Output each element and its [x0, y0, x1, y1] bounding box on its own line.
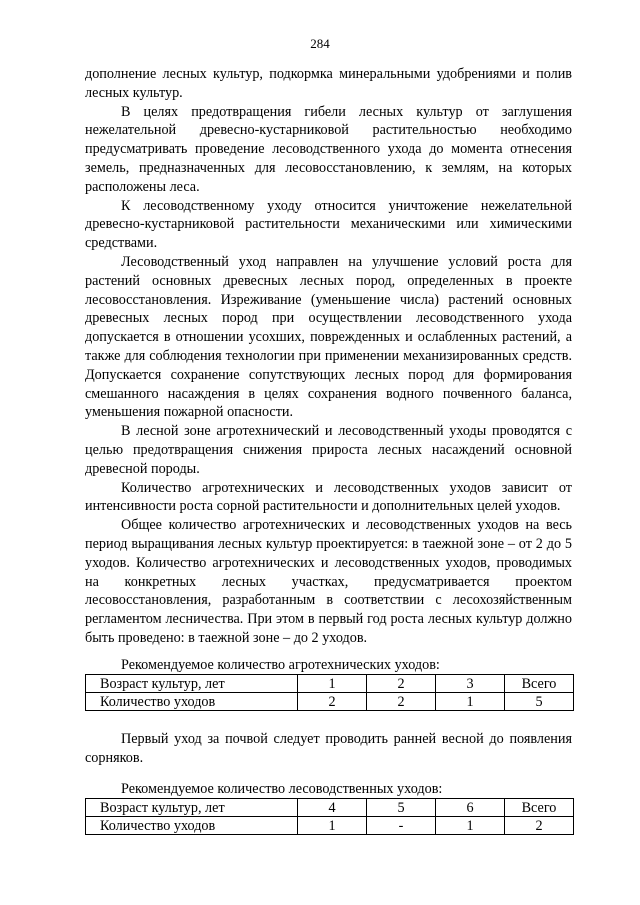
table-cell: Количество уходов	[86, 817, 298, 835]
table-row	[86, 817, 574, 835]
paragraph: К лесоводственному уходу относится уничтожение нежелательной древесно-кустарниковой растительности механическими или химическими средствами.	[85, 197, 572, 252]
table-cell: 2	[367, 693, 436, 711]
table-cell: Всего	[505, 675, 574, 693]
paragraph: дополнение лесных культур, подкормка минеральными удобрениями и полив лесных культур.	[85, 66, 572, 101]
silvicultural-care-table	[85, 798, 574, 835]
table-cell: 4	[298, 799, 367, 817]
paragraph: В целях предотвращения гибели лесных культур от заглушения нежелательной древесно-кустарниковой растительностью необходимо предусматривать проведение лесоводственного ухода до момента отнесения земель, предназначенных для лесовосстановлению, к землям, на которых расположены леса.	[85, 103, 572, 195]
table-cell: 1	[298, 675, 367, 693]
table-cell: 2	[367, 675, 436, 693]
table-cell: Количество уходов	[86, 693, 298, 711]
table2-caption: Рекомендуемое количество лесоводственных уходов:	[121, 781, 443, 797]
table-cell: Всего	[505, 799, 574, 817]
table1-caption: Рекомендуемое количество агротехнических уходов:	[121, 657, 440, 673]
table-cell: 3	[436, 675, 505, 693]
table-cell: 2	[298, 693, 367, 711]
paragraph: Количество агротехнических и лесоводственных уходов зависит от интенсивности роста сорной растительности и дополнительных целей уходов.	[85, 479, 572, 515]
paragraph: Первый уход за почвой следует проводить ранней весной до появления сорняков.	[85, 731, 572, 766]
table-cell: -	[367, 817, 436, 835]
table-cell: 6	[436, 799, 505, 817]
paragraph: Общее количество агротехнических и лесоводственных уходов на весь период выращивания лесных культур проектируется: в таежной зоне – от 2 до 5 уходов. Количество агротехнических и лесоводственных уходов, проводимых на конкретных лесных участках, предусматривается проектом лесовосстановления, разработанным в соответствии с лесохозяйственным регламентом лесничества. При этом в первый год роста лесных культур должно быть проведено: в таежной зоне – до 2 уходов.	[85, 517, 572, 646]
agrotech-care-table	[85, 674, 574, 711]
table-cell: 1	[298, 817, 367, 835]
table-cell: 1	[436, 693, 505, 711]
table-cell: 5	[505, 693, 574, 711]
table-cell: 2	[505, 817, 574, 835]
page-number: 284	[310, 36, 330, 51]
paragraph: Лесоводственный уход направлен на улучшение условий роста для растений основных древесных лесных пород, определенных в проекте лесовосстановления. Изреживание (уменьшение числа) растений основных древесных лесных пород при осуществлении лесоводственного ухода допускается в отношении усохших, поврежденных и ослабленных растений, а также для соблюдения технологии при применении механизированных средств. Допускается сохранение сопутствующих лесных пород для формирования смешанного насаждения в целях сохранения водного почвенного баланса, уменьшения пожарной опасности.	[85, 253, 572, 421]
table-row	[86, 693, 574, 711]
table-header-row	[86, 675, 574, 693]
body-text	[85, 65, 572, 648]
note-text	[85, 730, 572, 768]
table-header-row	[86, 799, 574, 817]
table-cell: 5	[367, 799, 436, 817]
table-cell: Возраст культур, лет	[86, 675, 298, 693]
table-cell: 1	[436, 817, 505, 835]
paragraph: В лесной зоне агротехнический и лесоводственный уходы проводятся с целью предотвращения снижения прироста лесных насаждений основной древесной породы.	[85, 423, 572, 477]
table-cell: Возраст культур, лет	[86, 799, 298, 817]
